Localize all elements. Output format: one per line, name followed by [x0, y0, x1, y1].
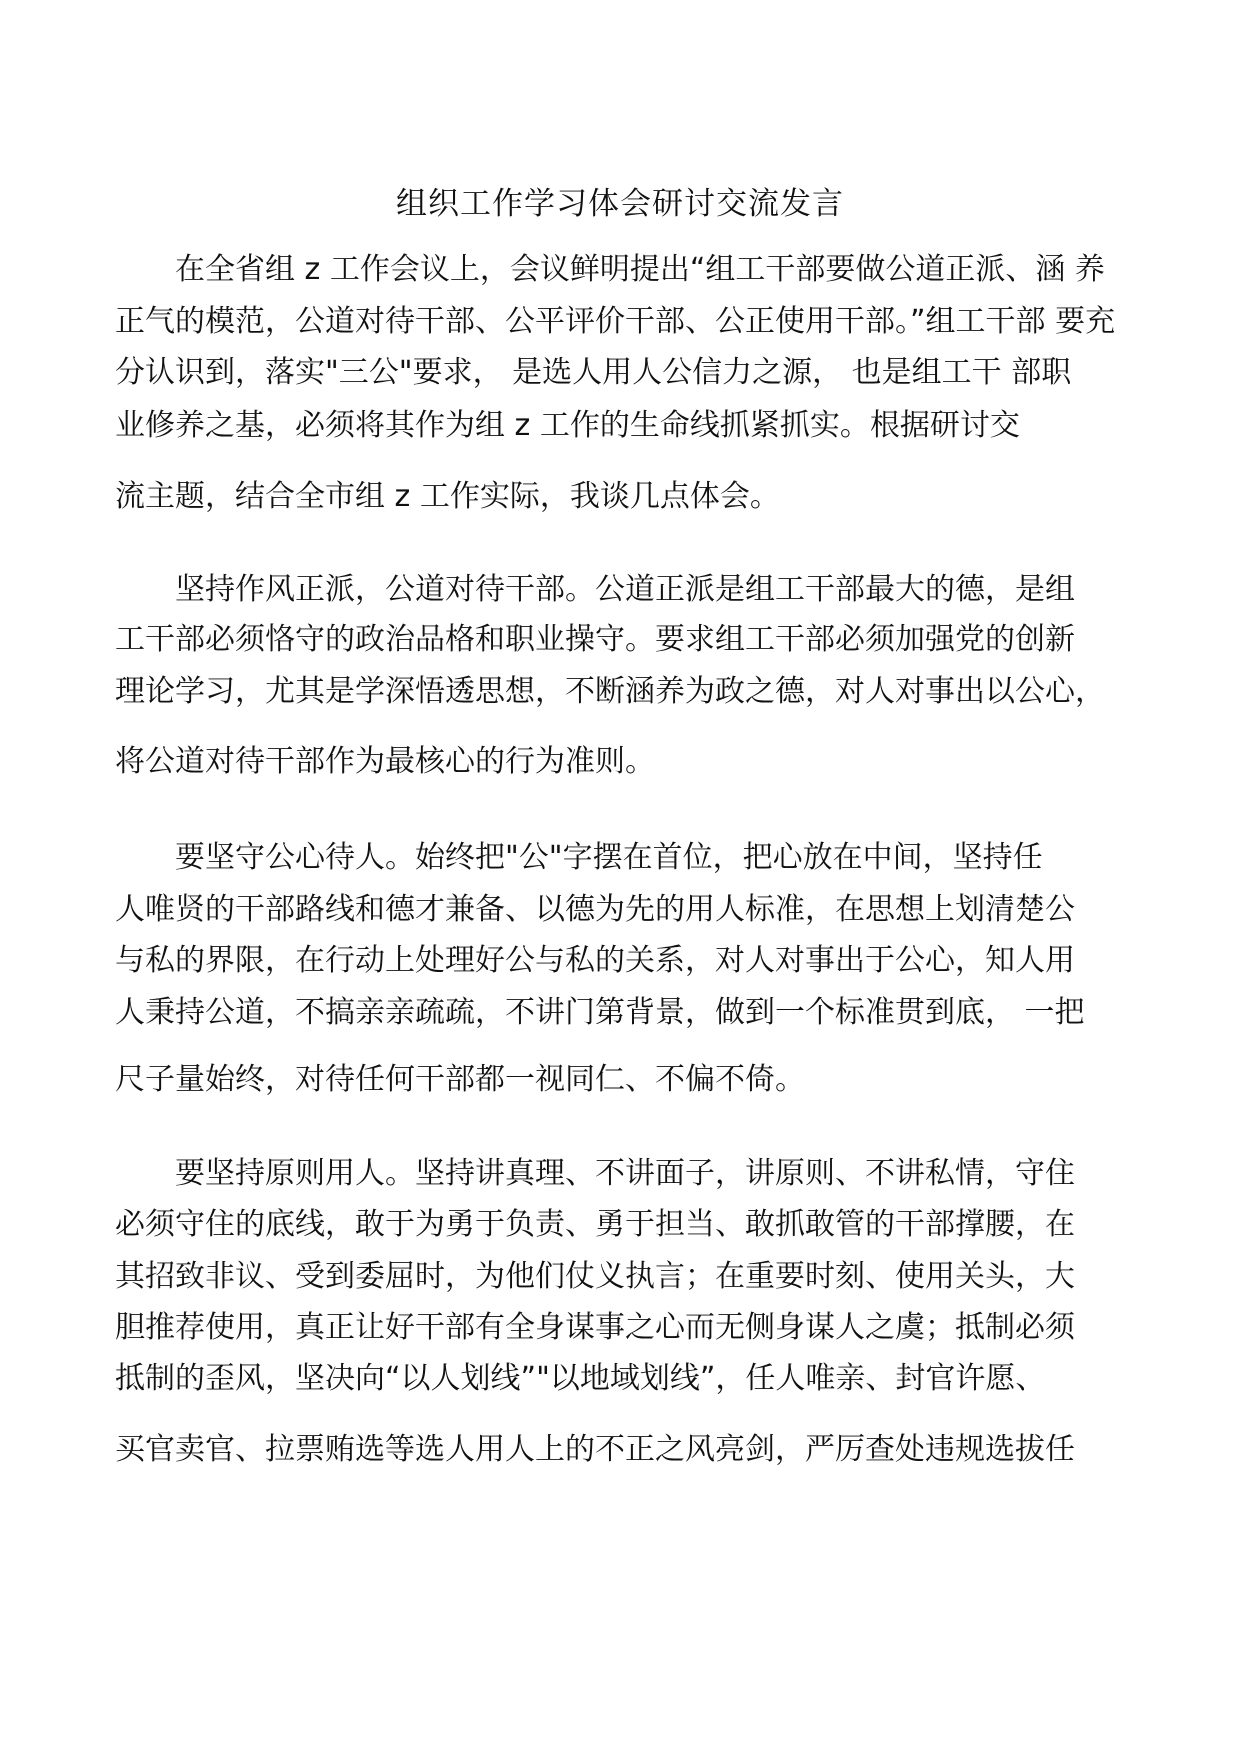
paragraph-4-line-3: 其招致非议、受到委屈时，为他们仗义执言；在重要时刻、使用关头，大	[115, 1259, 1075, 1294]
paragraph-1-line-3: 分认识到，落实"三公"要求， 是选人用人公信力之源， 也是组工干 部职	[115, 355, 1072, 390]
paragraph-3-line-5: 尺子量始终，对待任何干部都一视同仁、不偏不倚。	[115, 1062, 805, 1097]
paragraph-2-line-2: 工干部必须恪守的政治品格和职业操守。要求组工干部必须加强党的创新	[115, 622, 1075, 657]
paragraph-3-line-1: 要坚守公心待人。始终把"公"字摆在首位，把心放在中间，坚持任	[115, 840, 1043, 875]
paragraph-1-line-1: 在全省组 z 工作会议上，会议鲜明提出“组工干部要做公道正派、涵 养	[115, 252, 1105, 287]
paragraph-4-line-1: 要坚持原则用人。坚持讲真理、不讲面子，讲原则、不讲私情，守住	[115, 1156, 1075, 1191]
paragraph-4-line-5: 抵制的歪风，坚决向“以人划线”"以地域划线”，任人唯亲、封官许愿、	[115, 1361, 1046, 1396]
paragraph-3-line-4: 人秉持公道，不搞亲亲疏疏，不讲门第背景，做到一个标准贯到底， 一把	[115, 995, 1085, 1030]
paragraph-2-line-3: 理论学习，尤其是学深悟透思想，不断涵养为政之德，对人对事出以公心，	[115, 674, 1105, 709]
paragraph-2-line-1: 坚持作风正派，公道对待干部。公道正派是组工干部最大的德，是组	[115, 572, 1075, 607]
paragraph-1-line-5: 流主题，结合全市组 z 工作实际，我谈几点体会。	[115, 479, 780, 514]
paragraph-1-line-4: 业修养之基，必须将其作为组 z 工作的生命线抓紧抓实。根据研讨交	[115, 408, 1020, 443]
paragraph-1-line-2: 正气的模范，公道对待干部、公平评价干部、公正使用干部。”组工干部 要充	[115, 304, 1116, 339]
paragraph-3-line-2: 人唯贤的干部路线和德才兼备、以德为先的用人标准，在思想上划清楚公	[115, 892, 1075, 927]
paragraph-4-line-6: 买官卖官、拉票贿选等选人用人上的不正之风亮剑，严厉查处违规选拔任	[115, 1432, 1075, 1467]
paragraph-4-line-4: 胆推荐使用，真正让好干部有全身谋事之心而无侧身谋人之虞；抵制必须	[115, 1310, 1075, 1345]
paragraph-4-line-2: 必须守住的底线，敢于为勇于负责、勇于担当、敢抓敢管的干部撑腰，在	[115, 1207, 1075, 1242]
document-title: 组织工作学习体会研讨交流发言	[396, 186, 844, 222]
paragraph-3-line-3: 与私的界限，在行动上处理好公与私的关系，对人对事出于公心，知人用	[115, 943, 1075, 978]
paragraph-2-line-4: 将公道对待干部作为最核心的行为准则。	[115, 744, 655, 779]
